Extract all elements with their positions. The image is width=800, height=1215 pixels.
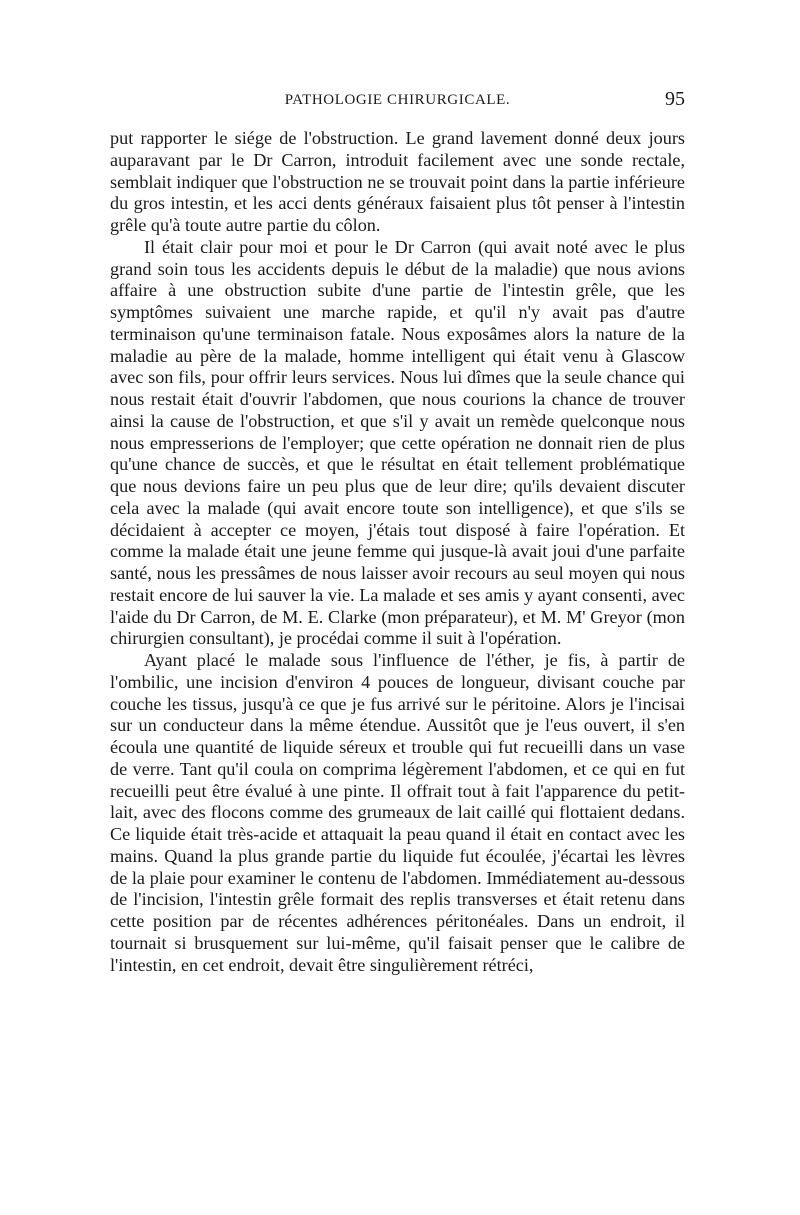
page-header <box>110 88 685 118</box>
page-number: 95 <box>665 88 685 110</box>
running-title: PATHOLOGIE CHIRURGICALE. <box>284 92 511 108</box>
paragraph-1: put rapporter le siége de l'obstruction. Le grand lavement donné deux jours auparavant par le Dr Carron, introduit facilement avec une sonde rectale, semblait indiquer que l'obstruction ne se trouvait point dans la partie inférieure du gros intestin, et les acci dents généraux faisaient plus tôt penser à l'intestin grêle qu'à toute autre partie du côlon. <box>110 128 685 235</box>
body-text <box>110 128 685 976</box>
paragraph-3: Ayant placé le malade sous l'influence de l'éther, je fis, à partir de l'ombilic, une incision d'environ 4 pouces de longueur, divisant couche par couche les tissus, jusqu'à ce que je fus arrivé sur le péritoine. Alors je l'incisai sur un conducteur dans la même étendue. Aussitôt que je l'eus ouvert, il s'en écoula une quantité de liquide séreux et trouble qui fut recueilli dans un vase de verre. Tant qu'il coula on comprima légèrement l'abdomen, et ce qui en fut recueilli peut être évalué à une pinte. Il offrait tout à fait l'apparence du petit-lait, avec des flocons comme des grumeaux de lait caillé qui flottaient dedans. Ce liquide était très-acide et attaquait la peau quand il était en contact avec les mains. Quand la plus grande partie du liquide fut écoulée, j'écartai les lèvres de la plaie pour examiner le contenu de l'abdomen. Immédiatement au-dessous de l'incision, l'intestin grêle formait des replis transverses et était retenu dans cette position par de récentes adhérences péritonéales. Dans un endroit, il tournait si brusquement sur lui-même, qu'il faisait penser que le calibre de l'intestin, en cet endroit, devait être singulièrement rétréci, <box>110 650 685 975</box>
paragraph-2: Il était clair pour moi et pour le Dr Carron (qui avait noté avec le plus grand soin tous les accidents depuis le début de la maladie) que nous avions affaire à une obstruction subite d'une partie de l'intestin grêle, que les symptômes suivaient une marche rapide, et qu'il n'y avait pas d'autre terminaison qu'une terminaison fatale. Nous exposâmes alors la nature de la maladie au père de la malade, homme intelligent qui était venu à Glascow avec son fils, pour offrir leurs services. Nous lui dîmes que la seule chance qui nous restait était d'ouvrir l'abdomen, que nous courions la chance de trouver ainsi la cause de l'obstruction, et que s'il y avait un remède quelconque nous nous empresserions de l'employer; que cette opération ne donnait rien de plus qu'une chance de succès, et que le résultat en était tellement problématique que nous devions faire un peu plus que de leur dire; qu'ils devaient discuter cela avec la malade (qui avait encore toute son intelligence), et que s'ils se décidaient à accepter ce moyen, j'étais tout disposé à faire l'opération. Et comme la malade était une jeune femme qui jusque-là avait joui d'une parfaite santé, nous les pressâmes de nous laisser avoir recours au seul moyen qui nous restait encore de lui sauver la vie. La malade et ses amis y ayant consenti, avec l'aide du Dr Carron, de M. E. Clarke (mon préparateur), et M. M' Greyor (mon chirurgien consultant), je procédai comme il suit à l'opération. <box>110 236 685 649</box>
